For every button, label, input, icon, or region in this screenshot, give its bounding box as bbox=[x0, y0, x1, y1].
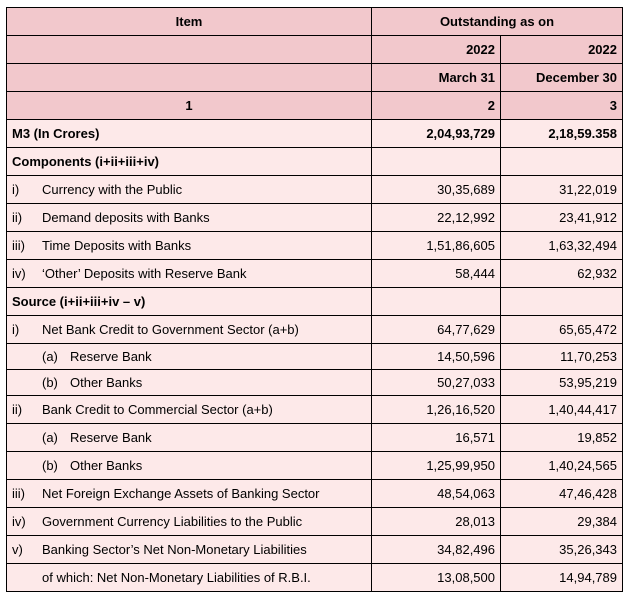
item-header: Item bbox=[7, 8, 372, 36]
value-december-30: 65,65,472 bbox=[501, 316, 623, 344]
table-row bbox=[7, 120, 623, 148]
table-row bbox=[7, 564, 623, 592]
column-number-1: 1 bbox=[7, 92, 372, 120]
row-label-cell bbox=[7, 424, 372, 452]
row-label-cell bbox=[7, 316, 372, 344]
year2-header: 2022 bbox=[501, 36, 623, 64]
value-december-30: 47,46,428 bbox=[501, 480, 623, 508]
table-row bbox=[7, 480, 623, 508]
value-march-31: 58,444 bbox=[372, 260, 501, 288]
row-label-cell bbox=[7, 536, 372, 564]
header-blank bbox=[7, 64, 372, 92]
date1-header: March 31 bbox=[372, 64, 501, 92]
monetary-aggregates-table bbox=[6, 7, 623, 592]
row-label-cell bbox=[7, 204, 372, 232]
year1-header: 2022 bbox=[372, 36, 501, 64]
row-label: M3 (In Crores) bbox=[12, 126, 100, 141]
table-row bbox=[7, 204, 623, 232]
table-row bbox=[7, 260, 623, 288]
row-label: Currency with the Public bbox=[42, 182, 183, 197]
table-row bbox=[7, 452, 623, 480]
row-label-cell bbox=[7, 480, 372, 508]
table-row bbox=[7, 396, 623, 424]
row-label: Other Banks bbox=[70, 458, 143, 473]
table-row bbox=[7, 288, 623, 316]
table-row bbox=[7, 344, 623, 370]
table-row bbox=[7, 536, 623, 564]
value-march-31: 14,50,596 bbox=[372, 344, 501, 370]
value-march-31: 1,25,99,950 bbox=[372, 452, 501, 480]
row-label-cell bbox=[7, 176, 372, 204]
row-label: Other Banks bbox=[70, 375, 143, 390]
row-label: Net Foreign Exchange Assets of Banking Sector bbox=[42, 486, 320, 501]
value-march-31: 50,27,033 bbox=[372, 370, 501, 396]
row-label-cell bbox=[7, 344, 372, 370]
row-label: Components (i+ii+iii+iv) bbox=[12, 154, 159, 169]
table-row bbox=[7, 232, 623, 260]
row-label: Bank Credit to Commercial Sector (a+b) bbox=[42, 402, 273, 417]
row-number: iv) bbox=[12, 514, 26, 529]
value-december-30: 29,384 bbox=[501, 508, 623, 536]
value-december-30: 53,95,219 bbox=[501, 370, 623, 396]
table-row bbox=[7, 424, 623, 452]
value-december-30: 2,18,59.358 bbox=[501, 120, 623, 148]
row-label: Reserve Bank bbox=[70, 430, 152, 445]
value-march-31: 1,26,16,520 bbox=[372, 396, 501, 424]
value-march-31: 34,82,496 bbox=[372, 536, 501, 564]
value-march-31 bbox=[372, 288, 501, 316]
row-sub-letter: (b) bbox=[42, 458, 58, 473]
row-label: ‘Other’ Deposits with Reserve Bank bbox=[42, 266, 247, 281]
value-march-31: 2,04,93,729 bbox=[372, 120, 501, 148]
row-label: Demand deposits with Banks bbox=[42, 210, 210, 225]
row-number: i) bbox=[12, 182, 20, 197]
value-december-30: 23,41,912 bbox=[501, 204, 623, 232]
header-blank bbox=[7, 36, 372, 64]
table-row bbox=[7, 370, 623, 396]
value-march-31 bbox=[372, 148, 501, 176]
value-march-31: 64,77,629 bbox=[372, 316, 501, 344]
value-march-31: 30,35,689 bbox=[372, 176, 501, 204]
row-number: ii) bbox=[12, 210, 23, 225]
row-label: Reserve Bank bbox=[70, 349, 152, 364]
value-december-30: 31,22,019 bbox=[501, 176, 623, 204]
value-december-30: 19,852 bbox=[501, 424, 623, 452]
row-label-cell bbox=[7, 148, 372, 176]
value-march-31: 28,013 bbox=[372, 508, 501, 536]
value-december-30 bbox=[501, 148, 623, 176]
value-march-31: 48,54,063 bbox=[372, 480, 501, 508]
table-row bbox=[7, 176, 623, 204]
row-label-cell bbox=[7, 370, 372, 396]
row-number: ii) bbox=[12, 402, 23, 417]
value-december-30: 35,26,343 bbox=[501, 536, 623, 564]
table-row bbox=[7, 316, 623, 344]
table-row bbox=[7, 148, 623, 176]
row-number: iv) bbox=[12, 266, 26, 281]
row-label-cell bbox=[7, 288, 372, 316]
table-row bbox=[7, 508, 623, 536]
row-label-cell bbox=[7, 260, 372, 288]
row-label: Net Bank Credit to Government Sector (a+b) bbox=[42, 322, 299, 337]
value-december-30: 11,70,253 bbox=[501, 344, 623, 370]
date2-header: December 30 bbox=[501, 64, 623, 92]
row-label-cell bbox=[7, 232, 372, 260]
row-sub-letter: (b) bbox=[42, 375, 58, 390]
value-december-30: 1,40,44,417 bbox=[501, 396, 623, 424]
row-number: iii) bbox=[12, 238, 25, 253]
value-march-31: 22,12,992 bbox=[372, 204, 501, 232]
row-label: Banking Sector’s Net Non-Monetary Liabilities bbox=[42, 542, 307, 557]
row-label-cell bbox=[7, 564, 372, 592]
column-number-2: 2 bbox=[372, 92, 501, 120]
value-december-30 bbox=[501, 288, 623, 316]
row-label: Government Currency Liabilities to the Public bbox=[42, 514, 303, 529]
row-number: v) bbox=[12, 542, 23, 557]
value-march-31: 1,51,86,605 bbox=[372, 232, 501, 260]
column-number-3: 3 bbox=[501, 92, 623, 120]
row-label-cell bbox=[7, 452, 372, 480]
row-sub-letter: (a) bbox=[42, 349, 58, 364]
row-number: iii) bbox=[12, 486, 25, 501]
row-label-cell bbox=[7, 396, 372, 424]
outstanding-header: Outstanding as on bbox=[372, 8, 623, 36]
value-december-30: 1,40,24,565 bbox=[501, 452, 623, 480]
row-label: Source (i+ii+iii+iv – v) bbox=[12, 294, 146, 309]
row-label-cell bbox=[7, 120, 372, 148]
value-march-31: 16,571 bbox=[372, 424, 501, 452]
value-december-30: 14,94,789 bbox=[501, 564, 623, 592]
value-march-31: 13,08,500 bbox=[372, 564, 501, 592]
row-number: i) bbox=[12, 322, 20, 337]
row-label: of which: Net Non-Monetary Liabilities of R.B.I. bbox=[42, 570, 311, 585]
value-december-30: 62,932 bbox=[501, 260, 623, 288]
value-december-30: 1,63,32,494 bbox=[501, 232, 623, 260]
row-sub-letter: (a) bbox=[42, 430, 58, 445]
row-label-cell bbox=[7, 508, 372, 536]
row-label: Time Deposits with Banks bbox=[42, 238, 192, 253]
